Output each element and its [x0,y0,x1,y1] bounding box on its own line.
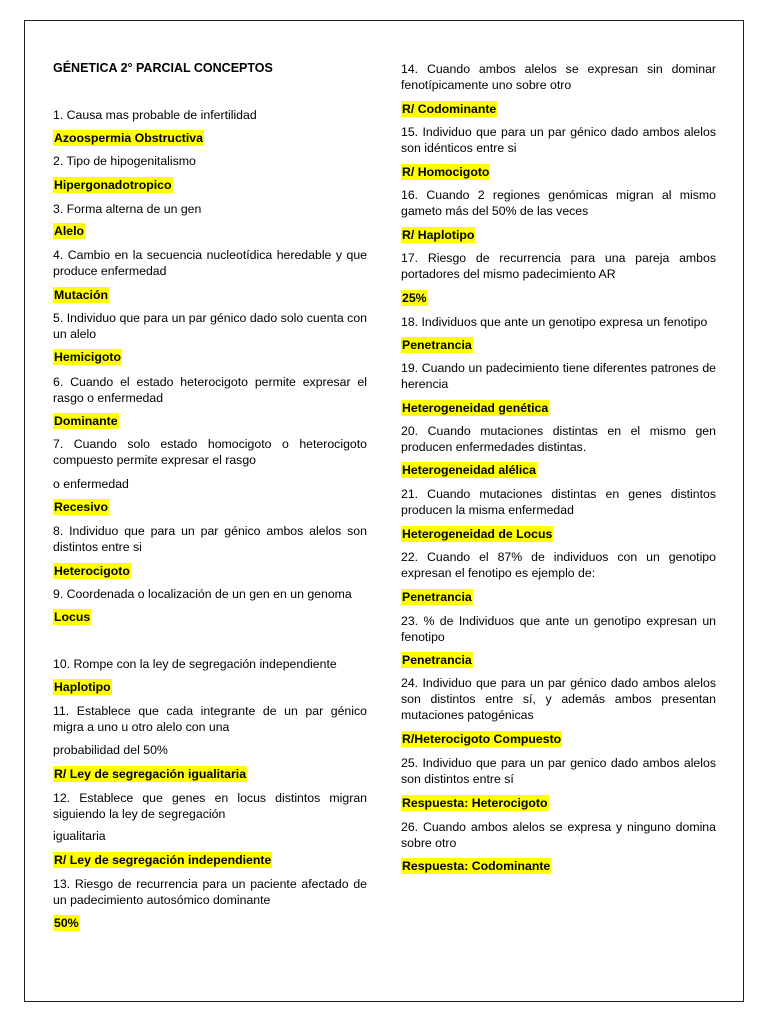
question-10: 10. Rompe con la ley de segregación independiente [53,657,337,671]
answer-14: R/ Codominante [402,102,497,116]
question-6: 6. Cuando el estado heterocigoto permite expresar el rasgo o enfermedad [53,375,367,405]
question-2: 2. Tipo de hipogenitalismo [53,154,196,168]
question-11: 11. Establece que cada integrante de un par génico migra a uno u otro alelo con una [53,704,367,734]
question-1: 1. Causa mas probable de infertilidad [53,108,257,122]
answer-12: R/ Ley de segregación independiente [54,853,272,867]
page-title: GÉNETICA 2° PARCIAL CONCEPTOS [53,61,273,75]
answer-24: R/Heterocigoto Compuesto [402,732,562,746]
answer-3: Alelo [54,224,85,238]
question-16: 16. Cuando 2 regiones genómicas migran al mismo gameto más del 50% de las veces [401,188,716,218]
answer-10: Haplotipo [54,680,111,694]
question-12: 12. Establece que genes en locus distintos migran siguiendo la ley de segregación [53,791,367,821]
answer-17: 25% [402,291,427,305]
question-25: 25. Individuo que para un par genico dado ambos alelos son distintos entre sí [401,756,716,786]
answer-25: Respuesta: Heterocigoto [402,796,548,810]
question-4: 4. Cambio en la secuencia nucleotídica heredable y que produce enfermedad [53,248,367,278]
answer-16: R/ Haplotipo [402,228,475,242]
question-15: 15. Individuo que para un par génico dado ambos alelos son idénticos entre si [401,125,716,155]
question-21: 21. Cuando mutaciones distintas en genes distintos producen la misma enfermedad [401,487,716,517]
question-20: 20. Cuando mutaciones distintas en el mismo gen producen enfermedades distintas. [401,424,716,454]
question-19: 19. Cuando un padecimiento tiene diferentes patrones de herencia [401,361,716,391]
question-13: 13. Riesgo de recurrencia para un paciente afectado de un padecimiento autosómico dominante [53,877,367,907]
question-12-continued: igualitaria [53,829,106,843]
question-8: 8. Individuo que para un par génico ambos alelos son distintos entre si [53,524,367,554]
answer-15: R/ Homocigoto [402,165,490,179]
answer-11: R/ Ley de segregación igualitaria [54,767,247,781]
question-22: 22. Cuando el 87% de individuos con un genotipo expresan el fenotipo es ejemplo de: [401,550,716,580]
answer-21: Heterogeneidad de Locus [402,527,553,541]
answer-1: Azoospermia Obstructiva [54,131,203,145]
answer-6: Dominante [54,414,118,428]
question-17: 17. Riesgo de recurrencia para una pareja ambos portadores del mismo padecimiento AR [401,251,716,281]
question-9: 9. Coordenada o localización de un gen en un genoma [53,587,352,601]
question-23: 23. % de Individuos que ante un genotipo expresan un fenotipo [401,614,716,644]
answer-19: Heterogeneidad genética [402,401,549,415]
answer-22: Penetrancia [402,590,472,604]
answer-26: Respuesta: Codominante [402,859,551,873]
question-24: 24. Individuo que para un par génico dado ambos alelos son distintos entre sí, y además ambos presentan mutaciones patogénicas [401,676,716,722]
answer-7: Recesivo [54,500,109,514]
answer-2: Hipergonadotropico [54,178,172,192]
answer-4: Mutación [54,288,108,302]
question-11-continued: probabilidad del 50% [53,743,168,757]
question-5: 5. Individuo que para un par génico dado solo cuenta con un alelo [53,311,367,341]
answer-13: 50% [54,916,79,930]
question-18: 18. Individuos que ante un genotipo expresa un fenotipo [401,315,708,329]
document-page [24,20,744,1002]
answer-9: Locus [54,610,91,624]
question-3: 3. Forma alterna de un gen [53,202,202,216]
question-26: 26. Cuando ambos alelos se expresa y ninguno domina sobre otro [401,820,716,850]
answer-5: Hemicigoto [54,350,121,364]
question-7: 7. Cuando solo estado homocigoto o heterocigoto compuesto permite expresar el rasgo [53,437,367,467]
answer-20: Heterogeneidad alélica [402,463,536,477]
answer-18: Penetrancia [402,338,472,352]
question-14: 14. Cuando ambos alelos se expresan sin dominar fenotípicamente uno sobre otro [401,62,716,92]
answer-23: Penetrancia [402,653,472,667]
question-7-continued: o enfermedad [53,477,129,491]
answer-8: Heterocigoto [54,564,130,578]
